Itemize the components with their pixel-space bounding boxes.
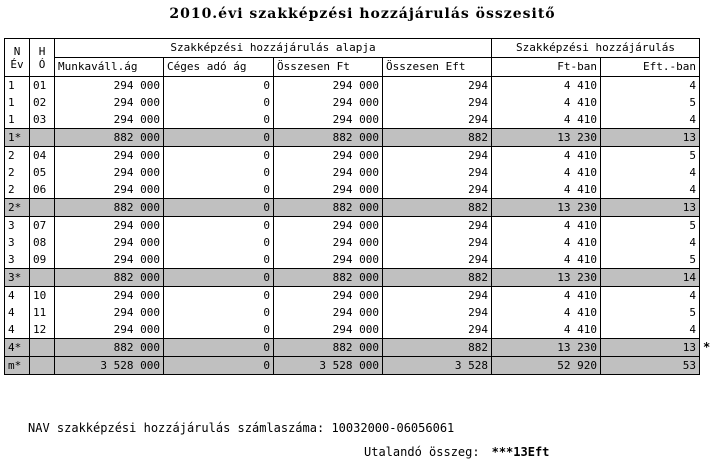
row-n: 3* bbox=[5, 269, 30, 287]
payable-label: Utalandó összeg: bbox=[364, 445, 480, 459]
header-h: H bbox=[38, 44, 46, 58]
row-ho: 01 bbox=[30, 77, 55, 95]
row-ossz-eft: 882 bbox=[383, 129, 492, 147]
side-mark: * bbox=[703, 339, 711, 354]
row-ossz-ft: 882 000 bbox=[274, 269, 383, 287]
row-eftban: 4 bbox=[601, 111, 700, 129]
row-ossz-ft: 882 000 bbox=[274, 339, 383, 357]
row-n: 3 bbox=[5, 251, 30, 269]
row-ceges: 0 bbox=[164, 181, 274, 199]
header-row-groups bbox=[5, 39, 700, 58]
row-ceges: 0 bbox=[164, 77, 274, 95]
table-row bbox=[5, 147, 700, 165]
row-ossz-ft: 294 000 bbox=[274, 304, 383, 321]
row-ossz-eft: 294 bbox=[383, 251, 492, 269]
row-ho: 06 bbox=[30, 181, 55, 199]
header-ev: Év bbox=[10, 57, 24, 71]
row-eftban: 4 bbox=[601, 181, 700, 199]
row-ossz-eft: 294 bbox=[383, 304, 492, 321]
row-eftban: 13 bbox=[601, 339, 700, 357]
row-ceges: 0 bbox=[164, 217, 274, 235]
row-ossz-ft: 882 000 bbox=[274, 129, 383, 147]
row-ossz-eft: 294 bbox=[383, 217, 492, 235]
row-eftban: 4 bbox=[601, 77, 700, 95]
row-n: 2 bbox=[5, 147, 30, 165]
row-eftban: 4 bbox=[601, 287, 700, 305]
row-munkavall: 882 000 bbox=[55, 269, 164, 287]
row-n: 1 bbox=[5, 77, 30, 95]
payable-line bbox=[364, 445, 549, 459]
row-ftban: 13 230 bbox=[492, 339, 601, 357]
row-ftban: 13 230 bbox=[492, 129, 601, 147]
row-n: m* bbox=[5, 357, 30, 375]
row-ceges: 0 bbox=[164, 339, 274, 357]
header-ossz-ft: Összesen Ft bbox=[274, 58, 383, 77]
row-ceges: 0 bbox=[164, 357, 274, 375]
row-ho bbox=[30, 357, 55, 375]
subtotal-row bbox=[5, 199, 700, 217]
row-ossz-eft: 882 bbox=[383, 339, 492, 357]
total-row bbox=[5, 357, 700, 375]
row-ftban: 4 410 bbox=[492, 94, 601, 111]
row-ossz-ft: 294 000 bbox=[274, 94, 383, 111]
row-ossz-eft: 294 bbox=[383, 321, 492, 339]
row-eftban: 5 bbox=[601, 94, 700, 111]
row-ossz-eft: 294 bbox=[383, 234, 492, 251]
row-eftban: 4 bbox=[601, 321, 700, 339]
row-ftban: 4 410 bbox=[492, 304, 601, 321]
row-ho bbox=[30, 199, 55, 217]
table-row bbox=[5, 164, 700, 181]
row-munkavall: 294 000 bbox=[55, 217, 164, 235]
row-ho: 08 bbox=[30, 234, 55, 251]
row-ftban: 4 410 bbox=[492, 147, 601, 165]
header-row-columns bbox=[5, 58, 700, 77]
row-ftban: 4 410 bbox=[492, 251, 601, 269]
row-munkavall: 294 000 bbox=[55, 164, 164, 181]
row-ho: 03 bbox=[30, 111, 55, 129]
row-ftban: 4 410 bbox=[492, 217, 601, 235]
row-ceges: 0 bbox=[164, 321, 274, 339]
row-ho bbox=[30, 269, 55, 287]
row-ossz-ft: 294 000 bbox=[274, 147, 383, 165]
table-row bbox=[5, 217, 700, 235]
row-ftban: 4 410 bbox=[492, 287, 601, 305]
row-ossz-ft: 294 000 bbox=[274, 164, 383, 181]
row-ossz-eft: 882 bbox=[383, 269, 492, 287]
row-munkavall: 294 000 bbox=[55, 111, 164, 129]
row-eftban: 5 bbox=[601, 147, 700, 165]
row-ossz-eft: 882 bbox=[383, 199, 492, 217]
row-munkavall: 294 000 bbox=[55, 287, 164, 305]
header-group-contrib: Szakképzési hozzájárulás bbox=[492, 39, 700, 58]
header-ceges: Céges adó ág bbox=[164, 58, 274, 77]
account-line bbox=[28, 421, 454, 435]
row-munkavall: 294 000 bbox=[55, 181, 164, 199]
row-ho: 02 bbox=[30, 94, 55, 111]
row-ftban: 13 230 bbox=[492, 199, 601, 217]
table-row bbox=[5, 234, 700, 251]
row-ossz-ft: 294 000 bbox=[274, 111, 383, 129]
row-ftban: 52 920 bbox=[492, 357, 601, 375]
row-ossz-eft: 294 bbox=[383, 77, 492, 95]
table-row bbox=[5, 321, 700, 339]
row-ceges: 0 bbox=[164, 304, 274, 321]
summary-table bbox=[4, 38, 700, 375]
row-ossz-ft: 882 000 bbox=[274, 199, 383, 217]
row-munkavall: 294 000 bbox=[55, 77, 164, 95]
payable-value: ***13Eft bbox=[491, 445, 550, 459]
row-ceges: 0 bbox=[164, 147, 274, 165]
row-ceges: 0 bbox=[164, 129, 274, 147]
row-n: 2 bbox=[5, 181, 30, 199]
row-munkavall: 3 528 000 bbox=[55, 357, 164, 375]
row-ceges: 0 bbox=[164, 234, 274, 251]
row-ho bbox=[30, 129, 55, 147]
header-h-o bbox=[30, 39, 55, 77]
header-o: Ó bbox=[38, 57, 46, 71]
row-ftban: 4 410 bbox=[492, 234, 601, 251]
row-ossz-eft: 294 bbox=[383, 147, 492, 165]
row-ho: 04 bbox=[30, 147, 55, 165]
row-ftban: 4 410 bbox=[492, 111, 601, 129]
table-body bbox=[5, 77, 700, 375]
subtotal-row bbox=[5, 129, 700, 147]
row-eftban: 5 bbox=[601, 304, 700, 321]
table-row bbox=[5, 181, 700, 199]
row-ossz-ft: 294 000 bbox=[274, 234, 383, 251]
row-eftban: 4 bbox=[601, 234, 700, 251]
row-ceges: 0 bbox=[164, 269, 274, 287]
row-ho: 12 bbox=[30, 321, 55, 339]
row-ossz-ft: 294 000 bbox=[274, 251, 383, 269]
row-ho: 11 bbox=[30, 304, 55, 321]
header-group-base: Szakképzési hozzájárulás alapja bbox=[55, 39, 492, 58]
row-n: 4 bbox=[5, 321, 30, 339]
account-number: 10032000-06056061 bbox=[331, 421, 455, 435]
row-ftban: 4 410 bbox=[492, 321, 601, 339]
row-n: 3 bbox=[5, 217, 30, 235]
row-ossz-ft: 3 528 000 bbox=[274, 357, 383, 375]
row-ceges: 0 bbox=[164, 287, 274, 305]
row-ho: 07 bbox=[30, 217, 55, 235]
row-n: 3 bbox=[5, 234, 30, 251]
row-ossz-ft: 294 000 bbox=[274, 181, 383, 199]
row-munkavall: 294 000 bbox=[55, 147, 164, 165]
row-munkavall: 882 000 bbox=[55, 199, 164, 217]
row-ho: 10 bbox=[30, 287, 55, 305]
header-ossz-eft: Összesen Eft bbox=[383, 58, 492, 77]
row-n: 4* bbox=[5, 339, 30, 357]
table-row bbox=[5, 304, 700, 321]
table-row bbox=[5, 251, 700, 269]
row-munkavall: 882 000 bbox=[55, 339, 164, 357]
row-ossz-eft: 294 bbox=[383, 181, 492, 199]
row-eftban: 5 bbox=[601, 251, 700, 269]
row-ftban: 4 410 bbox=[492, 77, 601, 95]
table-row bbox=[5, 287, 700, 305]
account-label: NAV szakképzési hozzájárulás számlaszáma: bbox=[28, 421, 325, 435]
row-n: 4 bbox=[5, 287, 30, 305]
report-title: 2010.évi szakképzési hozzájárulás összesitő bbox=[169, 6, 556, 22]
header-n-ev bbox=[5, 39, 30, 77]
row-n: 1 bbox=[5, 94, 30, 111]
row-ossz-ft: 294 000 bbox=[274, 287, 383, 305]
row-ftban: 4 410 bbox=[492, 181, 601, 199]
table-row bbox=[5, 94, 700, 111]
row-n: 2 bbox=[5, 164, 30, 181]
row-munkavall: 882 000 bbox=[55, 129, 164, 147]
row-ossz-eft: 294 bbox=[383, 94, 492, 111]
subtotal-row bbox=[5, 269, 700, 287]
row-eftban: 5 bbox=[601, 217, 700, 235]
subtotal-row bbox=[5, 339, 700, 357]
row-ceges: 0 bbox=[164, 164, 274, 181]
row-ossz-eft: 3 528 bbox=[383, 357, 492, 375]
row-eftban: 14 bbox=[601, 269, 700, 287]
row-munkavall: 294 000 bbox=[55, 94, 164, 111]
row-eftban: 4 bbox=[601, 164, 700, 181]
row-n: 1* bbox=[5, 129, 30, 147]
table-row bbox=[5, 77, 700, 95]
row-ossz-eft: 294 bbox=[383, 287, 492, 305]
row-ho bbox=[30, 339, 55, 357]
row-ftban: 4 410 bbox=[492, 164, 601, 181]
header-eftban: Eft.-ban bbox=[601, 58, 700, 77]
row-munkavall: 294 000 bbox=[55, 321, 164, 339]
row-eftban: 13 bbox=[601, 199, 700, 217]
row-ossz-eft: 294 bbox=[383, 111, 492, 129]
row-ho: 05 bbox=[30, 164, 55, 181]
header-munkavall: Munkaváll.ág bbox=[55, 58, 164, 77]
row-ossz-ft: 294 000 bbox=[274, 77, 383, 95]
row-ho: 09 bbox=[30, 251, 55, 269]
row-munkavall: 294 000 bbox=[55, 251, 164, 269]
row-ceges: 0 bbox=[164, 251, 274, 269]
row-ceges: 0 bbox=[164, 94, 274, 111]
row-ossz-eft: 294 bbox=[383, 164, 492, 181]
header-ftban: Ft-ban bbox=[492, 58, 601, 77]
row-n: 4 bbox=[5, 304, 30, 321]
row-ceges: 0 bbox=[164, 111, 274, 129]
header-n: N bbox=[13, 44, 21, 58]
row-n: 2* bbox=[5, 199, 30, 217]
row-eftban: 13 bbox=[601, 129, 700, 147]
row-ossz-ft: 294 000 bbox=[274, 217, 383, 235]
table-row bbox=[5, 111, 700, 129]
row-ossz-ft: 294 000 bbox=[274, 321, 383, 339]
row-n: 1 bbox=[5, 111, 30, 129]
row-munkavall: 294 000 bbox=[55, 234, 164, 251]
row-ceges: 0 bbox=[164, 199, 274, 217]
row-eftban: 53 bbox=[601, 357, 700, 375]
row-munkavall: 294 000 bbox=[55, 304, 164, 321]
row-ftban: 13 230 bbox=[492, 269, 601, 287]
